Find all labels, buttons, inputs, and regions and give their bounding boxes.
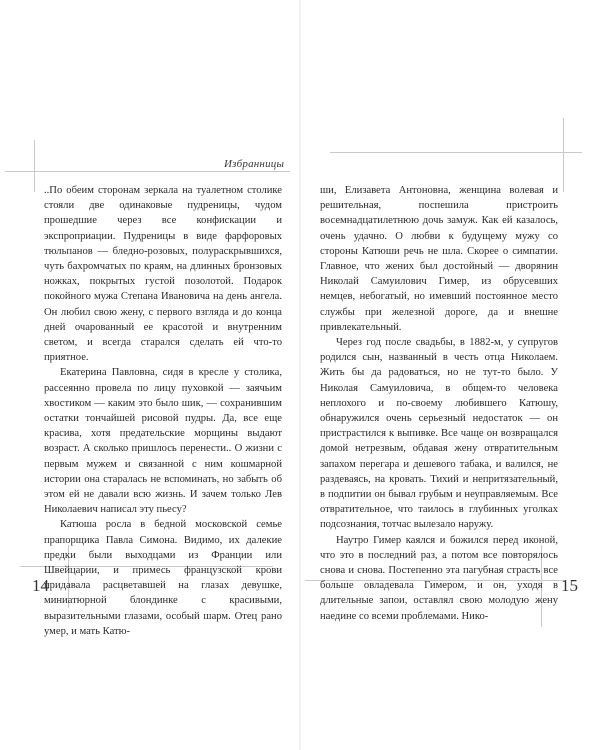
paragraph: Наутро Гимер каялся и божился перед иконой, что это в последний раз, а потом все повторялось снова и снова. Постепенно эта пагубная страсть все больше овладевала Гимером, и он, уходя в длительные запои, оставлял свою молодую жену наедине со всеми проблемами. Нико- (320, 534, 558, 622)
paragraph: ..По обеим сторонам зеркала на туалетном столике стояли две одинаковые пудреницы, чудом прошедшие через все конфискации и экспроприации. Пудреницы в виде фарфоровых тюльпанов — бледно-розовых, полураскрывшихся, чуть бахромчатых по краям, на длинных бронзовых ножках, покрытых густой позолотой. Подарок покойного мужа Степана Ивановича на день ангела. Он любил свою жену, с первого взгляда и до конца дней очарованный ее красотой и внутренним светом, и всегда старался сделать ей что-то приятное. (44, 185, 282, 364)
page-number-right: 15 (561, 576, 578, 595)
page-number-left: 14 (32, 576, 49, 595)
paragraph: ши, Елизавета Антоновна, женщина волевая и решительная, поспешила пристроить восемнадцатилетнюю дочь замуж. Как ей казалось, очень удачно. О любви к будущему мужу со стороны Катюши речь не шла. Скорее о симпатии. Главное, что жених был достойный — дворянин Николай Самуилович Гимер, из обрусевших немцев, небогатый, но имевший постоянное место службы при железной дороге, да и внешне привлекательный. (320, 185, 558, 333)
right-page-text (320, 183, 558, 624)
paragraph: Катюша росла в бедной московской семье прапорщика Павла Симона. Видимо, их далекие предки были выходцами из Франции или Швейцарии, и примесь французской крови придавала расцветавшей на глазах девушке, миниатюрной блондинке с красивыми, выразительными глазами, особый шарм. Отец рано умер, и мать Катю- (44, 519, 282, 637)
paragraph: Екатерина Павловна, сидя в кресле у столика, рассеянно провела по лицу пуховкой — заячьим хвостиком — каким это было шик, — сохранившим остатки тончайшей рисовой пудры. Да, все еще красива, хотя предательские морщины выдают возраст. А сколько пришлось перенести.. О жизни с первым мужем и связанной с ним кошмарной истории она старалась не вспоминать, но забыть об этом ей не давали всю жизнь. И зачем только Лев Николаевич написал эту пьесу? (44, 367, 282, 516)
right-page (300, 0, 600, 750)
left-page-text (44, 183, 282, 639)
paragraph: Через год после свадьбы, в 1882-м, у супругов родился сын, названный в честь отца Николаем. Жить бы да радоваться, но не тут-то было. У Николая Самуиловича, в общем-то человека неплохого и по-своему любившего Катюшу, обнаружился очень серьезный недостаток — он пристрастился к выпивке. Все чаще он возвращался домой нетрезвым, обдавая жену отвратительным запахом перегара и дешевого табака, и валился, не раздеваясь, на кровать. Тихий и непритязательный, в подпитии он бывал грубым и неуправляемым. Все отвратительное, что таилось в глубинных уголках подсознания, тотчас вылезало наружу. (320, 337, 558, 531)
running-head: Избранницы (224, 158, 285, 170)
